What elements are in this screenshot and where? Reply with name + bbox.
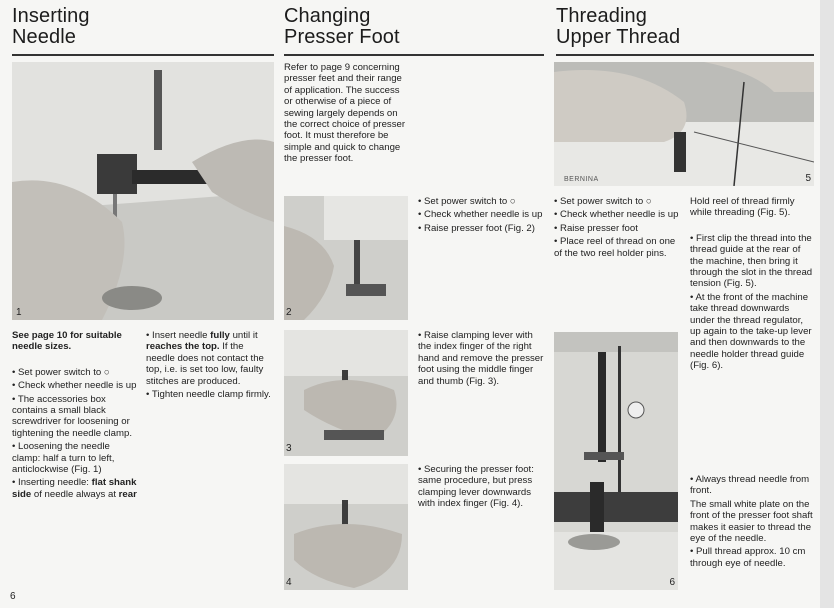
photo-inserting-needle <box>12 62 274 320</box>
bullet-item: • Place reel of thread on one of the two reel holder pins. <box>554 236 676 259</box>
page-number: 6 <box>10 591 16 602</box>
page-edge <box>820 0 834 608</box>
heading-inserting-needle: Inserting Needle <box>12 5 90 48</box>
figure-number: 4 <box>286 577 292 588</box>
bernina-logo-text: BERNINA <box>564 176 599 183</box>
bullet-item: • Securing the presser foot: same procedure, but press clamping lever downwards with index finger (Fig. 4). <box>418 464 534 510</box>
figure-number: 2 <box>286 307 292 318</box>
bullet-item: • Check whether needle is up <box>12 380 137 392</box>
bullet-item: • First clip the thread into the thread guide at the rear of the machine, then bring it through the slot in the thread tension (Fig. 5). <box>690 232 813 290</box>
figure-number: 1 <box>16 307 22 318</box>
bullet-item: • Always thread needle from front. <box>690 474 810 497</box>
needle-instructions <box>12 330 140 502</box>
bullet-item: • At the front of the machine take thread downwards under the thread regulator, up again to the take-up lever and then downwards to the needle holder thread guide (Fig. 6). <box>690 291 812 372</box>
heading-changing-presser-foot: Changing Presser Foot <box>284 5 400 48</box>
needle-size-note: See page 10 for suitable needle sizes. <box>12 330 122 353</box>
bullet-item: • Check whether needle is up <box>554 209 679 221</box>
bullet-item: • Raise presser foot (Fig. 2) <box>418 222 535 234</box>
heading-rule <box>556 54 814 56</box>
bullet-item: • Loosening the needle clamp: half a turn to left, anticlockwise (Fig. 1) <box>12 441 115 476</box>
figure-number: 5 <box>805 173 811 184</box>
presser-foot-steps-b <box>418 330 546 389</box>
bullet-item: • Pull thread approx. 10 cm through eye of needle. <box>690 546 806 569</box>
plate-note: The small white plate on the front of the presser foot shaft makes it easier to thread the eye of the needle. <box>690 498 813 545</box>
presser-foot-intro: Refer to page 9 concerning presser feet and their range of application. The success or otherwise of a piece of sewing largely depends on the correct choice of presser foot. It must therefore be simple and quick to change the presser foot. <box>284 62 406 165</box>
bullet-item: • Set power switch to ○ <box>418 196 516 207</box>
heading-rule <box>284 54 544 56</box>
figure-number: 6 <box>669 577 675 588</box>
photo-remove-presser-foot <box>284 330 408 456</box>
hold-reel-note: Hold reel of thread firmly while threading (Fig. 5). <box>690 196 795 219</box>
presser-foot-steps-a <box>418 196 546 236</box>
bullet-item: • Set power switch to ○ <box>12 366 110 378</box>
presser-foot-steps-c <box>418 464 546 512</box>
photo-secure-presser-foot <box>284 464 408 590</box>
bullet-item: • The accessories box contains a small black screwdriver for loosening or tightening the needle clamp. <box>12 393 133 439</box>
bullet-item: • Raise presser foot <box>554 222 638 234</box>
photo-thread-guide <box>554 62 814 186</box>
photo-thread-path <box>554 332 678 590</box>
threading-steps <box>690 196 814 374</box>
bullet-item: • Tighten needle clamp firmly. <box>146 389 271 401</box>
bullet-item: • Insert needle fully until it reaches the top. If the needle does not contact the top, i.e. is set too low, faulty stitches are produced. <box>146 330 264 387</box>
bullet-item: • Raise clamping lever with the index finger of the right hand and remove the presser foot using the middle finger and thumb (Fig. 3). <box>418 330 544 387</box>
threading-needle-steps <box>690 474 814 571</box>
threading-prep-steps <box>554 196 680 261</box>
needle-insert-instructions <box>146 330 272 402</box>
figure-number: 3 <box>286 443 292 454</box>
photo-raise-presser-foot <box>284 196 408 320</box>
heading-rule <box>12 54 274 56</box>
bullet-item: • Inserting needle: flat shank side of needle always at rear <box>12 477 137 500</box>
heading-threading-upper-thread: Threading Upper Thread <box>556 5 681 48</box>
bullet-item: • Set power switch to ○ <box>554 196 652 207</box>
bullet-item: • Check whether needle is up <box>418 209 543 221</box>
